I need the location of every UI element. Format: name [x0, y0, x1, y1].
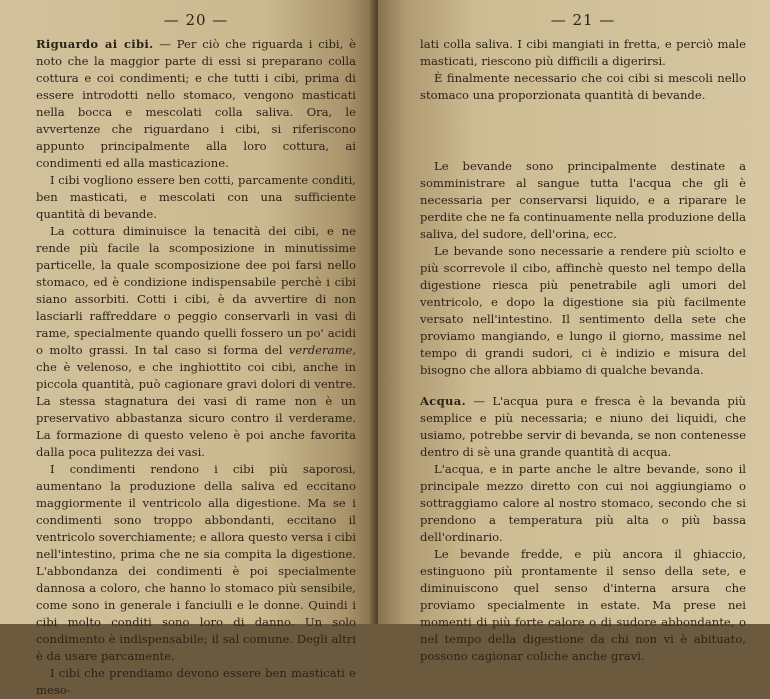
section-heading: Riguardo ai cibi. — [36, 37, 154, 51]
paragraph: I condimenti rendono i cibi più saporosi, aumentano la produzione della saliva ed eccitano maggiormente il ventricolo alla digestione. Ma se i condimenti sono troppo abbondanti, eccitano il ventricolo soverchiamente; e allora questo versa i cibi nell'intestino, prima che ne sia compita la digestione. L'abbondanza dei condimenti è poi specialmente dannosa a coloro, che hanno lo stomaco più sensibile, come sono in generale i fanciulli e le donne. Quindi i cibi molto conditi sono loro di danno. Un solo condimento è indispensabile; il sal comune. Degli altri è da usare parcamente. — [36, 462, 356, 663]
paragraph: I cibi vogliono essere ben cotti, parcamente conditi, ben masticati, e mescolati con una sufficiente quantità di bevande. — [36, 173, 356, 221]
paragraph-text: — Per ciò che riguarda i cibi, è noto che la maggior parte di essi si preparano colla cottura e coi condimenti; e che tutti i cibi, prima di essere introdotti nello stomaco, vengono masticati nella bocca e mescolati colla saliva. Ora, le avvertenze che riguardano i cibi, si riferiscono appunto principalmente alla loro cottura, ai condimenti ed alla masticazione. — [36, 37, 356, 170]
left-page — [0, 0, 378, 697]
paragraph: Le bevande fredde, e più ancora il ghiaccio, estinguono più prontamente il senso della sete, e diminuiscono quel senso d'interna arsura che proviamo specialmente in estate. Ma prese nei momenti di più forte calore o di sudore abbondante, o nel tempo della digestione da chi non vi è abituato, possono cagionar coliche anche gravi. — [420, 547, 746, 663]
paragraph — [36, 36, 356, 172]
paragraph: L'acqua, e in parte anche le altre bevande, sono il principale mezzo diretto con cui noi aggiungiamo o sottraggiamo calore al nostro stomaco, secondo che si prendono a temperatura più alta o più bassa dell'ordinario. — [420, 462, 746, 544]
section-heading: Acqua. — [420, 394, 466, 408]
page-text — [36, 36, 356, 699]
paragraph: I cibi che prendiamo devono essere ben masticati e meso- — [36, 666, 356, 697]
paragraph-text: , che è velenoso, e che inghiottito coi cibi, anche in piccola quantità, può cagionare gravi dolori di ventre. La stessa stagnatura dei vasi di rame non è un preservativo abbastanza sicuro contro il verderame. La formazione di questo veleno è poi anche favorita dalla poca pulitezza dei vasi. — [36, 343, 356, 459]
page-number: — 21 — — [550, 11, 616, 29]
paragraph-text: La cottura diminuisce la tenacità dei cibi, e ne rende più facile la scomposizione in minutissime particelle, la quale scomposizione dee poi farsi nello stomaco, ed è condizione indispensabile perchè i cibi siano assorbiti. Cotti i cibi, è da avvertire di non lasciarli raffreddare o peggio conservarli in vasi di rame, specialmente quando quelli fossero un po' acidi o molto grassi. In tal caso si forma del — [36, 224, 356, 357]
paragraph — [420, 393, 746, 461]
page-text — [420, 36, 746, 665]
page-number: — 20 — — [163, 11, 229, 29]
italic-term: verderame — [288, 343, 353, 357]
right-page — [378, 0, 770, 663]
paragraph: È finalmente necessario che coi cibi si mescoli nello stomaco una proporzionata quantità di bevande. — [420, 71, 746, 102]
paragraph: Le bevande sono necessarie a rendere più sciolto e più scorrevole il cibo, affinchè questo nel tempo della digestione riesca più penetrabile agli umori del ventricolo, e dopo la digestione sia più facilmente versato nell'intestino. Il sentimento della sete che proviamo mangiando, e lungo il giorno, massime nel tempo di grandi sudori, ci è indizio e misura del bisogno che allora abbiamo di qualche bevanda. — [420, 244, 746, 377]
paragraph: lati colla saliva. I cibi mangiati in fretta, e perciò male masticati, riescono più difficili a digerirsi. — [420, 37, 746, 68]
paragraph — [36, 223, 356, 461]
paragraph-text: — L'acqua pura e fresca è la bevanda più semplice e più necessaria; e niuno dei liquidi, che usiamo, potrebbe servir di bevanda, se non contenesse dentro di sè una grande quantità di acqua. — [420, 394, 746, 459]
paragraph: Le bevande sono principalmente destinate a somministrare al sangue tutta l'acqua che gli è necessaria per conservarsi liquido, e a riparare le perdite che ne fa continuamente nella produzione della saliva, del sudore, dell'orina, ecc. — [420, 159, 746, 241]
